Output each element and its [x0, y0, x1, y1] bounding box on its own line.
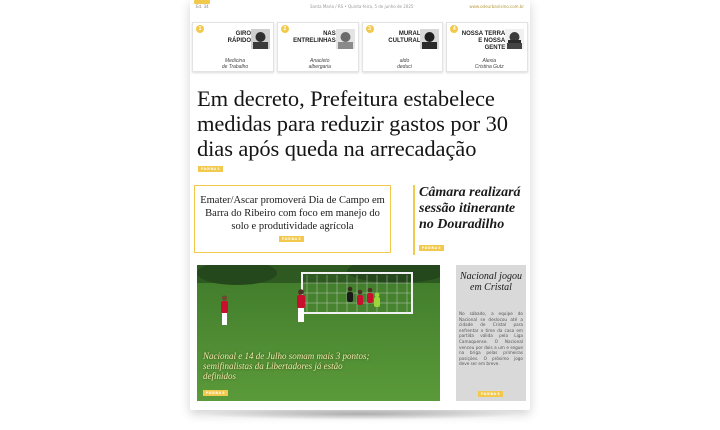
columnist-name: Alexia Cristina Gutz — [474, 58, 504, 70]
columnist-portrait — [420, 29, 439, 49]
headline-page-tag: PÁGINA 3 — [198, 166, 223, 172]
column-number: 1 — [196, 25, 204, 33]
photo-page-tag: PÁGINA 8 — [203, 390, 228, 396]
football-photo[interactable] — [197, 265, 440, 401]
side-story-body: No sábado, a equipe do Nacional se deslocou até a cidade de Cristal para enfrentar o time da casa em partida válida pela Liga Camaquense. O Nacional venceu por dois a um e segue na briga pelas primeiras posições. O próximo jogo deve ser em breve. — [459, 311, 523, 367]
box-story[interactable] — [194, 185, 391, 253]
columnist-portrait — [336, 29, 355, 49]
side-story-title: Nacional jogou em Cristal — [460, 271, 522, 293]
column-title: GIRO RÁPIDO — [227, 31, 251, 44]
columnist-portrait — [505, 29, 524, 49]
columnist-card-mural-cultural[interactable] — [362, 22, 444, 72]
main-headline[interactable]: Em decreto, Prefeitura estabelece medidas para reduzir gastos por 30 dias após queda na arrecadação — [197, 86, 508, 161]
photo-caption: Nacional e 14 de Julho somam mais 3 pontos; semifinalistas da Libertadores já estão definidos — [203, 351, 370, 381]
columnist-card-giro-rapido[interactable] — [192, 22, 274, 72]
columnist-portrait — [251, 29, 270, 49]
right-story-page-tag: PÁGINA 6 — [419, 245, 444, 251]
column-title: NOSSA TERRA E NOSSA GENTE — [461, 31, 506, 51]
side-story-page-tag: PÁGINA 9 — [478, 391, 503, 397]
columnist-name: Medicina de Trabalho — [221, 58, 249, 70]
newspaper-page — [190, 0, 530, 410]
box-story-text: Emater/Ascar promoverá Dia de Campo em Barra do Ribeiro com foco em manejo do solo e produtividade agrícola — [200, 195, 385, 232]
column-number: 3 — [366, 25, 374, 33]
column-number: 2 — [281, 25, 289, 33]
top-strip — [190, 0, 530, 12]
side-story-box[interactable] — [456, 265, 526, 401]
date-line: Santa Maria / RS • Quinta-feira, 5 de junho de 2025 — [310, 4, 414, 9]
columnist-card-nossa-terra[interactable] — [446, 22, 528, 72]
columnist-row — [192, 22, 528, 72]
right-story-headline: Câmara realizará sessão itinerante no Douradilho — [419, 185, 521, 232]
column-title: NAS ENTRELINHAS — [293, 31, 336, 44]
columnist-name: aldo deduci — [397, 58, 412, 70]
edition-label: Ed. 34 — [196, 4, 209, 9]
site-url[interactable]: www.odeurbanismo.com.br — [469, 4, 524, 9]
box-story-page-tag: PÁGINA 5 — [279, 236, 304, 242]
column-title: MURAL CULTURAL — [388, 31, 421, 44]
columnist-card-nas-entrelinhas[interactable] — [277, 22, 359, 72]
right-story[interactable] — [413, 185, 530, 255]
columnist-name: Anacleto albergaria — [308, 58, 331, 70]
column-number: 4 — [450, 25, 458, 33]
